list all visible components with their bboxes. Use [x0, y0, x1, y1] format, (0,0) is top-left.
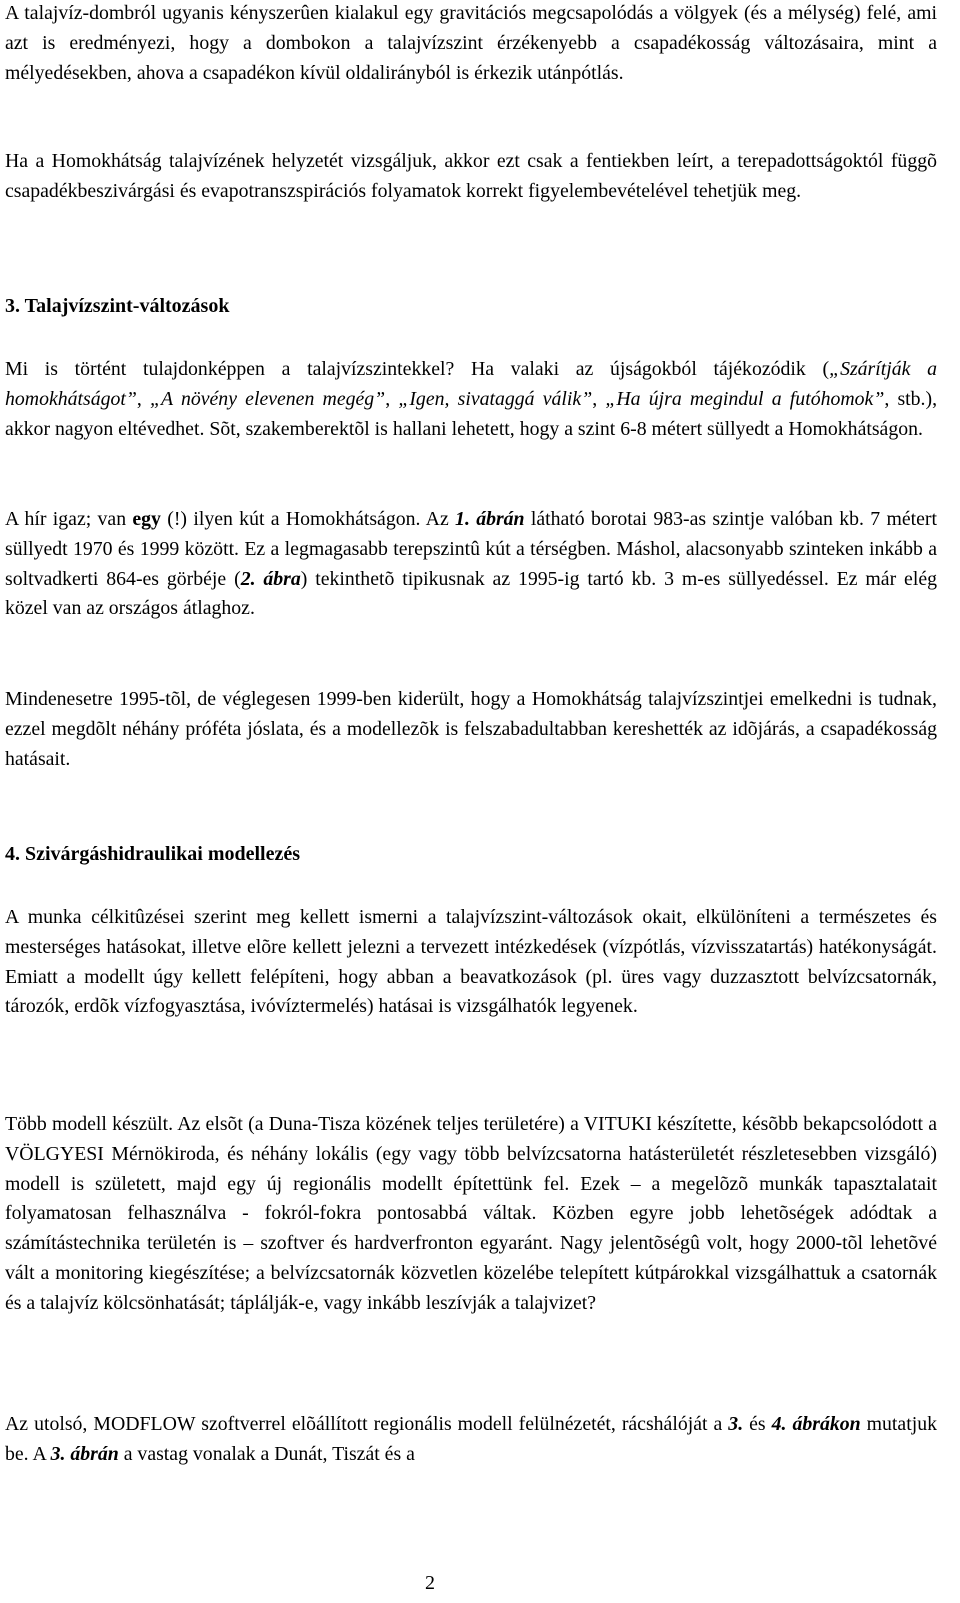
section-heading-4: 4. Szivárgáshidraulikai modellezés [5, 843, 300, 865]
paragraph-objectives: A munka célkitûzései szerint meg kellett ismerni a talajvízszint-változások okait, elkülöníteni a természetes és mesterséges hatásokat, illetve elõre kellett jelezni a tervezett intézkedések (vízpótlás, vízvisszatartás) hatékonyságát. Emiatt a modellt úgy kellett felépíteni, hogy abban a beavatkozások (pl. üres vagy duzzasztott belvízcsatornák, tározók, erdõk vízfogyasztása, ivóvíztermelés) hatásai is vizsgálhatók legyenek. [5, 906, 937, 1018]
paragraph-modflow: Az utolsó, MODFLOW szoftverrel elõállított regionális modell felülnézetét, rácshálóját a 3. és 4. ábrákon mutatjuk be. A 3. ábrán a vastag vonalak a Dunát, Tiszát és a [5, 1413, 937, 1465]
paragraph-homokhatsag-groundwater: Ha a Homokhátság talajvízének helyzetét vizsgáljuk, akkor ezt csak a fentiekben leírt, a terepadottságoktól függõ csapadékbeszivárgási és evapotranszspirációs folyamatok korrekt figyelembevételével tehetjük meg. [5, 150, 937, 202]
paragraph-models: Több modell készült. Az elsõt (a Duna-Tisza közének teljes területére) a VITUKI készítette, késõbb bekapcsolódott a VÖLGYESI Mérnökiroda, és néhány lokális (egy vagy több belvízcsatorna hatásterületét részletesebben vizsgáló) modell is született, majd egy új regionális modellt építettünk fel. Ezek – a megelõzõ munkák tapasztalatait folyamatosan felhasználva - fokról-fokra pontosabbá váltak. Közben egyre jobb lehetõségek adódtak a számítástechnika területén is – szoftver és hardverfronton egyaránt. Nagy jelentõségû volt, hogy 2000-tõl lehetõvé vált a monitoring kiegészítése; a belvízcsatornák közvetlen közelébe telepített kútpárokkal vizsgálhattuk a csatornák és a talajvíz kölcsönhatását; táplálják-e, vagy inkább leszívják a talajvizet? [5, 1113, 937, 1314]
paragraph-news-true: A hír igaz; van egy (!) ilyen kút a Homokhátságon. Az 1. ábrán látható borotai 983-as szintje valóban kb. 7 métert süllyedt 1970 és 1999 között. Ez a legmagasabb terepszintû kút a térségben. Máshol, alacsonyabb szinteken inkább a soltvadkerti 864-es görbéje (2. ábra) tekinthetõ tipikusnak az 1995-ig tartó kb. 3 m-es süllyedéssel. Ez már elég közel van az országos átlaghoz. [5, 508, 937, 620]
page-number: 2 [425, 1572, 435, 1594]
paragraph-what-happened: Mi is történt tulajdonképpen a talajvízszintekkel? Ha valaki az újságokból tájékozódik („Szárítják a homokhátságot”, „A növény elevenen megég”, „Igen, sivataggá válik”, „Ha újra megindul a futóhomok”, stb.), akkor nagyon eltévedhet. Sõt, szakemberektõl is hallani lehetett, hogy a szint 6-8 métert süllyedt a Homokhátságon. [5, 358, 938, 440]
paragraph-groundwater-hills: A talajvíz-dombról ugyanis kényszerûen kialakul egy gravitációs megcsapolódás a völgyek (és a mélység) felé, ami azt is eredményezi, hogy a dombokon a talajvízszint érzékenyebb a csapadékosság változásaira, mint a mélyedésekben, ahova a csapadékon kívül oldalirányból is érkezik utánpótlás. [5, 2, 937, 84]
section-heading-3: 3. Talajvízszint-változások [5, 295, 230, 317]
paragraph-since-1995: Mindenesetre 1995-tõl, de véglegesen 1999-ben kiderült, hogy a Homokhátság talajvízszintjei emelkedni is tudnak, ezzel megdõlt néhány próféta jóslata, és a modellezõk is felszabadultabban kereshették az idõjárás, a csapadékosság hatásait. [5, 688, 937, 770]
